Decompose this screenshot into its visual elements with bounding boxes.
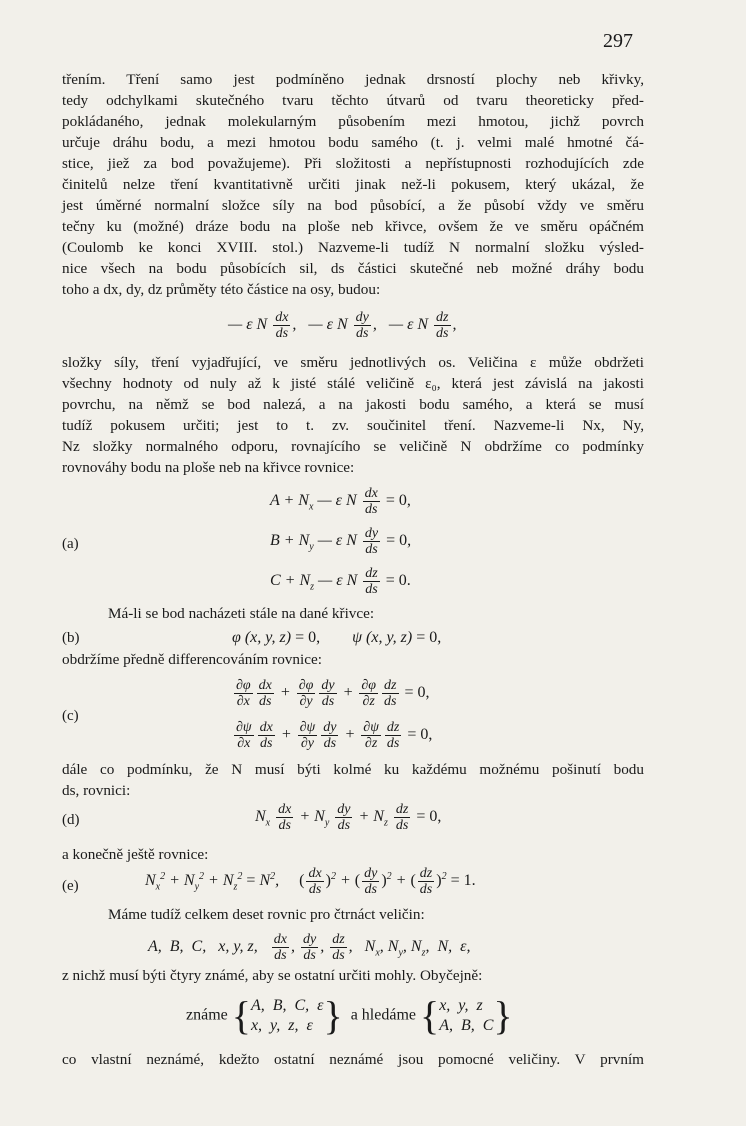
text-line: složky síly, tření vyjadřující, ve směru jednotlivých os. Veličina ε může obdržeti <box>62 354 644 371</box>
text-line: rovnováhy bodu na ploše neb na křivce rovnice: <box>62 459 355 476</box>
equation-label-d: (d) <box>62 812 80 828</box>
equation-c1: $\frac{\partial\varphi}{\partial x}$ $\frac{dx}{ds}$ + $\frac{\partial\varphi}{\partial y}$ $\frac{dy}{ds}$ + $\frac{\partial\varphi}{\partial z}$ $\frac{dz}{ds}$ = 0, <box>236 678 430 709</box>
equation-known-unknown: známe {A, B, C, ε x, y, z, ε } a hledáme {x, y, z A, B, C} <box>186 993 513 1038</box>
equation-friction-components: — ε N $\frac{dx}{ds}$ , — ε N $\frac{dy}{ds}$ , — ε N $\frac{dz}{ds}$ , <box>228 310 457 341</box>
equation-label-b: (b) <box>62 630 80 646</box>
page-number: 297 <box>603 30 633 52</box>
text-line: toho a dx, dy, dz průměty této částice na osy, budou: <box>62 281 381 298</box>
equation-a2: $B + N_y$ — ε N $\frac{dy}{ds}$ = 0, <box>270 526 412 557</box>
text-line: Máme tudíž celkem deset rovnic pro čtrnáct veličin: <box>108 906 425 923</box>
equation-a1: $A + N_x$ — ε N $\frac{dx}{ds}$ = 0, <box>270 486 411 517</box>
text-line: Má-li se bod nacházeti stále na dané křivce: <box>108 605 375 622</box>
equation-c2: $\frac{\partial\psi}{\partial x}$ $\frac{dx}{ds}$ + $\frac{\partial\psi}{\partial y}$ $\frac{dy}{ds}$ + $\frac{\partial\psi}{\partial z}$ $\frac{dz}{ds}$ = 0, <box>236 720 433 751</box>
text-line: tudíž pokusem určiti; jest to t. zv. součinitel tření. Nazveme-li Nx, Ny, <box>62 417 644 434</box>
text-line: činitelů nelze tření kvantitativně určiti jinak než-li pokusem, který ukázal, že <box>62 176 644 193</box>
equation-label-e: (e) <box>62 878 79 894</box>
text-line: dále co podmínku, že N musí býti kolmé ku každému možnému pošinutí bodu <box>62 761 644 778</box>
equation-d: $N_x$ $\frac{dx}{ds}$ + $N_y$ $\frac{dy}{ds}$ + $N_z$ $\frac{dz}{ds}$ = 0, <box>255 802 442 833</box>
text-line: povrchu, na němž se bod nalezá, a na jakosti bodu samého, a která se musí <box>62 396 644 413</box>
text-line: a konečně ještě rovnice: <box>62 846 209 863</box>
text-line: všechny hodnoty od nuly až k jisté stálé veličině ε₀, která jest závislá na jakosti <box>62 375 644 392</box>
equation-quantities: A, B, C, x, y, z, $\frac{dx}{ds}$ , $\frac{dy}{ds}$ , $\frac{dz}{ds}$ , $N_x$, $N_y$, $N_z$, N, ε, <box>148 932 471 963</box>
text-line: ds, rovnici: <box>62 782 131 799</box>
text-line: stice, jiež za bod považujeme). Při složitosti a nepřístupnosti rozhodujících zde <box>62 155 644 172</box>
equation-e: $N_x^2 + N_y^2 + N_z^2 = N^2$, ( $\frac{dx}{ds}$ )$^2$ + ( $\frac{dy}{ds}$ )$^2$ + ( $\frac{dz}{ds}$ )$^2$ = 1. <box>145 866 476 897</box>
text-line: obdržíme předně differencováním rovnice: <box>62 651 322 668</box>
word-hledame: hledáme <box>361 1006 416 1024</box>
equation-label-c: (c) <box>62 708 79 724</box>
text-line: jest úměrné normalní složce síly na bod působící, a že působí vždy ve směru <box>62 197 644 214</box>
text-line: pokládaného, jednak molekularným působením mezi hmotou, jichž povrch <box>62 113 644 130</box>
text-line: třením. Tření samo jest podmíněno jednak drsností plochy neb křivky, <box>62 71 644 88</box>
text-line: určuje dráhu bodu, a mezi hmotou bodu samého (t. j. velmi malé hmotné čá- <box>62 134 644 151</box>
text-line: (Coulomb ke konci XVIII. stol.) Nazveme-li tudíž N normalní složku výsled- <box>62 239 644 256</box>
equation-b: φ (x, y, z) = 0, ψ (x, y, z) = 0, <box>232 629 442 646</box>
equation-a3: $C + N_z$ — ε N $\frac{dz}{ds}$ = 0. <box>270 566 411 597</box>
text-line: tedy odchylkami skutečného tvaru těchto útvarů od tvaru theoreticky před- <box>62 92 644 109</box>
word-zname: známe <box>186 1006 228 1024</box>
equation-label-a: (a) <box>62 536 79 552</box>
text-line: tečny ku (možné) dráze bodu na ploše neb křivce, ovšem že ve směru opáčném <box>62 218 644 235</box>
text-line: z nichž musí býti čtyry známé, aby se ostatní určiti mohly. Obyčejně: <box>62 967 483 984</box>
text-line: Nz složky normalného odporu, rovnajícího se veličině N obdržíme co podmínky <box>62 438 644 455</box>
text-line: co vlastní neznámé, kdežto ostatní neznámé jsou pomocné veličiny. V prvním <box>62 1051 644 1068</box>
text-line: nice všech na bodu působících sil, ds částici skutečné neb možné dráhy bodu <box>62 260 644 277</box>
